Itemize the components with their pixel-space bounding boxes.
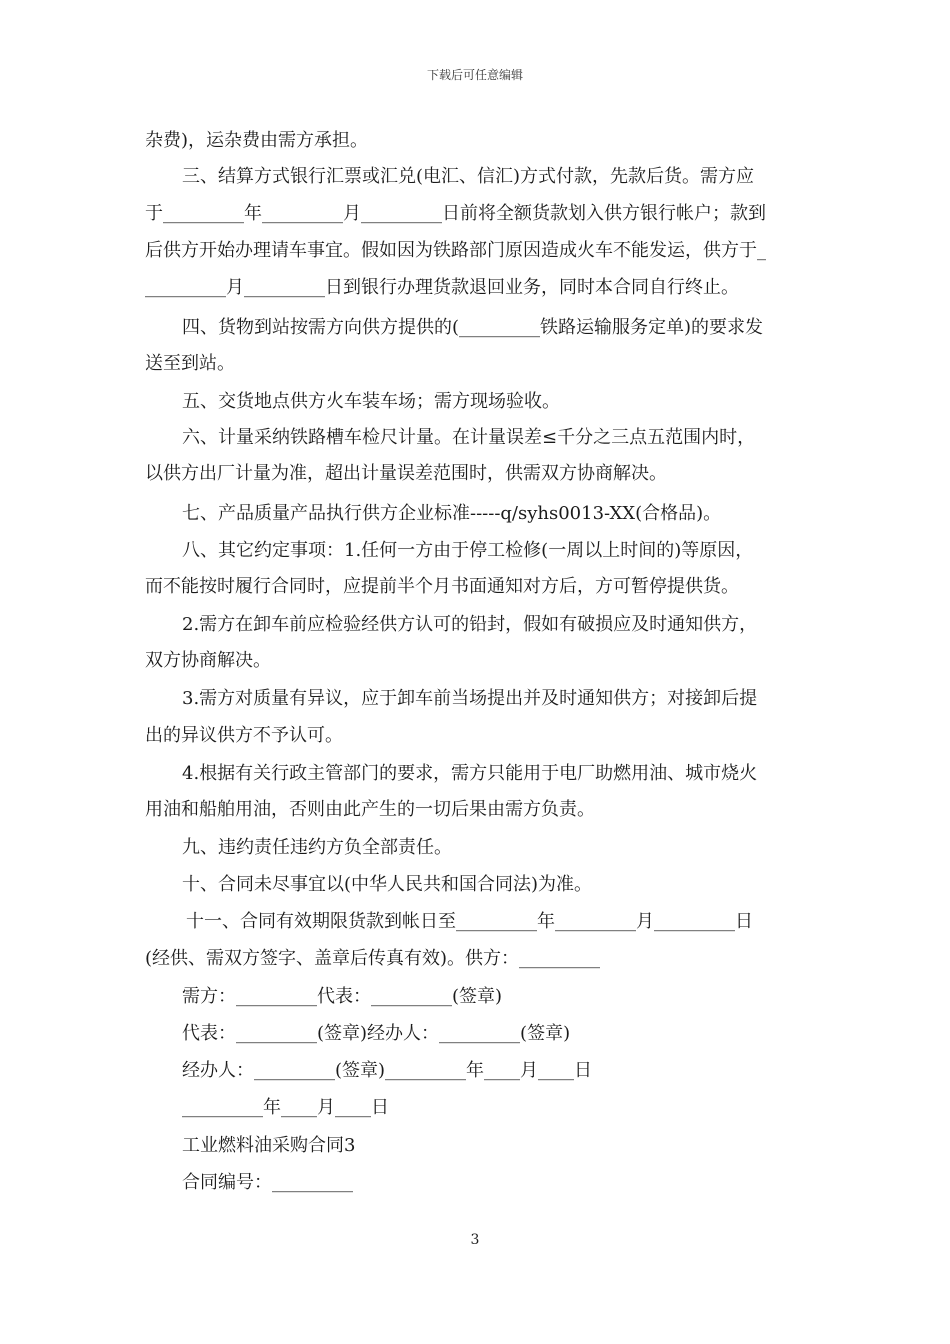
text-line: 十、合同未尽事宜以(中华人民共和国合同法)为准。 [182,874,593,895]
text-line: 杂费)，运杂费由需方承担。 [145,130,369,151]
text-line: 2.需方在卸车前应检验经供方认可的铅封，假如有破损应及时通知供方， [182,614,758,635]
text-line: 六、计量采纳铁路槽车检尺计量。在计量误差≤千分之三点五范围内时， [182,427,756,448]
text-line: 合同编号：_________ [182,1172,353,1193]
text-line: 用油和船舶用油，否则由此产生的一切后果由需方负责。 [145,799,595,820]
text-line: 出的异议供方不予认可。 [145,725,343,746]
text-line: 五、交货地点供方火车装车场；需方现场验收。 [182,391,560,412]
text-line: 九、违约责任违约方负全部责任。 [182,837,452,858]
text-line: 经办人：_________(签章)_________年____月____日 [182,1060,593,1081]
text-line: 3.需方对质量有异议，应于卸车前当场提出并及时通知供方；对接卸后提 [182,688,758,709]
text-line: 而不能按时履行合同时，应提前半个月书面通知对方后，方可暂停提供货。 [145,576,739,597]
text-line: (经供、需双方签字、盖章后传真有效)。供方：_________ [145,948,601,969]
text-line: 三、结算方式银行汇票或汇兑(电汇、信汇)方式付款，先款后货。需方应 [182,166,755,187]
text-line: 于_________年_________月_________日前将全额货款划入供方银行帐户；款到 [145,203,766,224]
text-line: 工业燃料油采购合同3 [182,1135,356,1156]
text-line: 后供方开始办理请车事宜。假如因为铁路部门原因造成火车不能发运，供方于_ [145,240,766,261]
text-line: 八、其它约定事项：1.任何一方由于停工检修(一周以上时间的)等原因， [182,540,754,561]
page-header: 下载后可任意编辑 [426,68,523,82]
text-line: _________年____月____日 [182,1097,389,1118]
text-line: 四、货物到站按需方向供方提供的(_________铁路运输服务定单)的要求发 [182,317,764,338]
text-line: 送至到站。 [145,353,235,374]
text-line: 十一、合同有效期限货款到帐日至_________年_________月_________日 [186,911,753,932]
text-line: 代表：_________(签章)经办人：_________(签章) [182,1023,571,1044]
text-line: 双方协商解决。 [145,650,271,671]
text-line: 七、产品质量产品执行供方企业标准-----q/syhs0013-XX(合格品)。 [182,503,722,524]
text-line: 需方：_________代表：_________(签章) [182,986,503,1007]
text-line: 以供方出厂计量为准，超出计量误差范围时，供需双方协商解决。 [145,463,667,484]
page-number: 3 [470,1232,480,1248]
text-line: _________月_________日到银行办理货款退回业务，同时本合同自行终止。 [145,277,739,298]
text-line: 4.根据有关行政主管部门的要求，需方只能用于电厂助燃用油、城市烧火 [182,763,758,784]
